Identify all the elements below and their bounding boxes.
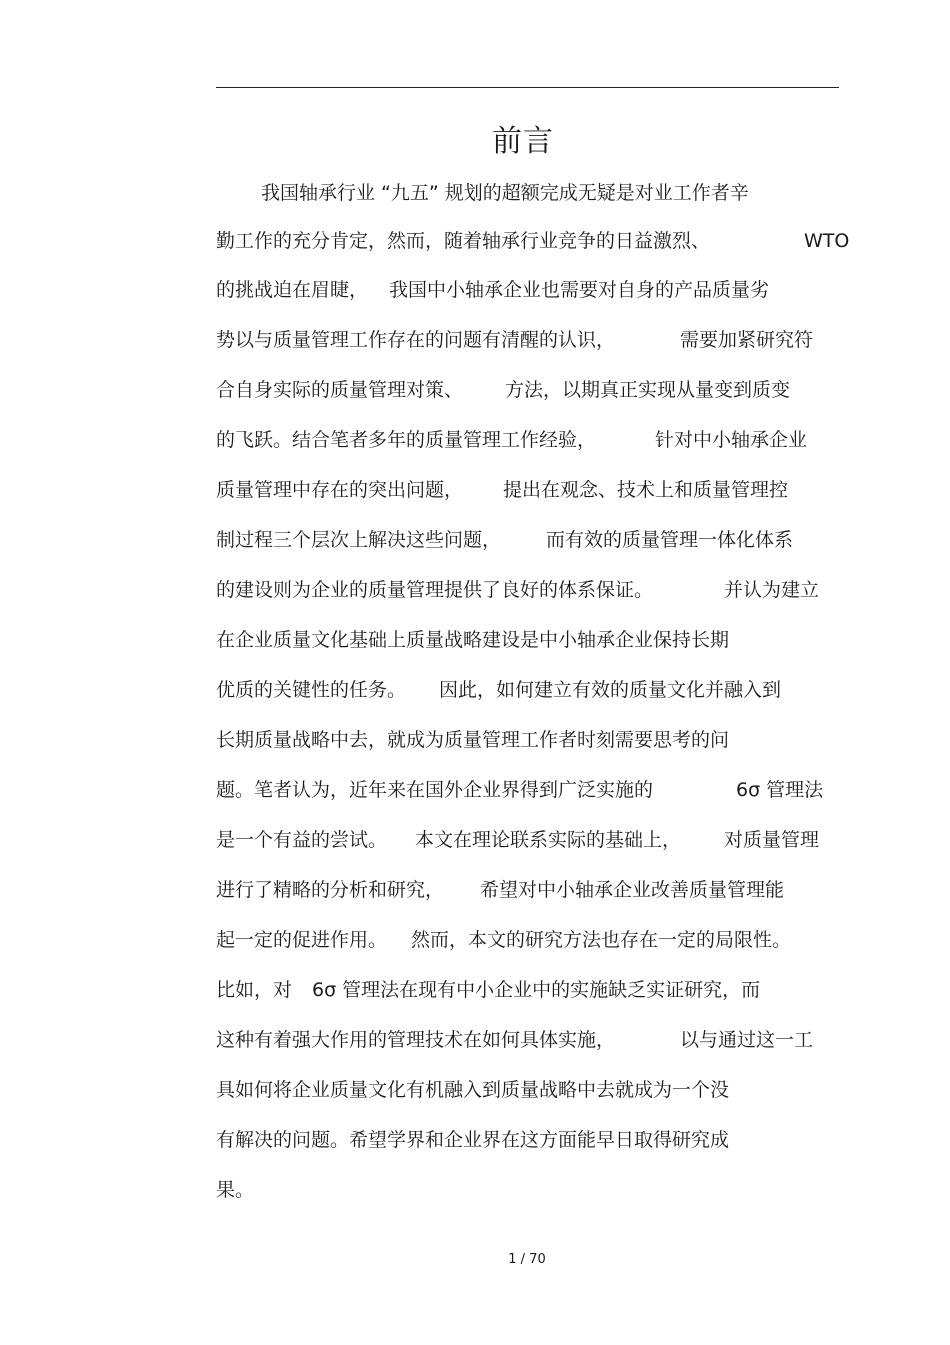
text-segment: 需要加紧研究符 — [680, 329, 814, 351]
page-indicator: 1 / 70 — [508, 1252, 546, 1267]
text-segment: 我国中小轴承企业也需要对自身的产品质量劣 — [389, 279, 770, 301]
text-line — [0, 273, 950, 307]
text-segment: 合自身实际的质量管理对策、 — [216, 379, 464, 401]
text-segment: WTO — [804, 230, 850, 252]
text-segment: 对质量管理 — [724, 829, 820, 851]
text-segment: 希望对中小轴承企业改善质量管理能 — [480, 879, 785, 901]
text-line — [0, 523, 950, 557]
text-segment: 在企业质量文化基础上质量战略建设是中小轴承企业保持长期 — [216, 629, 730, 651]
text-line — [0, 973, 950, 1007]
text-segment: 长期质量战略中去，就成为质量管理工作者时刻需要思考的问 — [216, 729, 730, 751]
text-line — [0, 923, 950, 957]
text-line — [0, 1123, 950, 1157]
text-segment: 而有效的质量管理一体化体系 — [546, 529, 794, 551]
text-segment: 6σ 管理法 — [736, 779, 824, 801]
text-line — [0, 1173, 950, 1207]
text-segment: 本文在理论联系实际的基础上， — [415, 829, 682, 851]
text-segment: 比如，对 — [216, 979, 293, 1001]
text-line — [0, 573, 950, 607]
text-line — [0, 623, 950, 657]
text-line — [0, 323, 950, 357]
text-segment: 6σ 管理法在现有中小企业中的实施缺乏实证研究，而 — [312, 979, 761, 1001]
text-segment: 以与通过这一工 — [680, 1029, 814, 1051]
text-segment: 优质的关键性的任务。 — [216, 679, 407, 701]
text-line — [0, 1073, 950, 1107]
text-segment: 果。 — [216, 1179, 255, 1201]
text-segment: 我国轴承行业 “九五” 规划的超额完成无疑是对业工作者辛 — [261, 182, 749, 204]
text-segment: 然而，本文的研究方法也存在一定的局限性。 — [411, 929, 792, 951]
text-line — [0, 773, 950, 807]
text-segment: 是一个有益的尝试。 — [216, 829, 388, 851]
text-segment: 具如何将企业质量文化有机融入到质量战略中去就成为一个没 — [216, 1079, 730, 1101]
text-segment: 并认为建立 — [724, 579, 820, 601]
text-line — [0, 1023, 950, 1057]
text-segment: 起一定的促进作用。 — [216, 929, 388, 951]
text-line — [0, 873, 950, 907]
text-segment: 题。笔者认为，近年来在国外企业界得到广泛实施的 — [216, 779, 654, 801]
text-segment: 的建设则为企业的质量管理提供了良好的体系保证。 — [216, 579, 654, 601]
text-segment: 勤工作的充分肯定，然而，随着轴承行业竞争的日益激烈、 — [216, 230, 711, 252]
text-line — [0, 673, 950, 707]
text-line — [0, 423, 950, 457]
text-segment: 提出在观念、技术上和质量管理控 — [503, 479, 789, 501]
text-line — [0, 473, 950, 507]
text-segment: 势以与质量管理工作存在的问题有清醒的认识， — [216, 329, 616, 351]
text-line — [0, 823, 950, 857]
text-segment: 的挑战迫在眉睫， — [216, 279, 369, 301]
text-segment: 方法，以期真正实现从量变到质变 — [505, 379, 791, 401]
text-line — [0, 723, 950, 757]
text-segment: 进行了精略的分析和研究， — [216, 879, 445, 901]
text-segment: 的飞跃。结合笔者多年的质量管理工作经验， — [216, 429, 597, 451]
text-segment: 针对中小轴承企业 — [655, 429, 808, 451]
text-line — [0, 224, 950, 258]
page-title: 前言 — [492, 124, 554, 159]
text-segment: 质量管理中存在的突出问题， — [216, 479, 464, 501]
text-segment: 有解决的问题。希望学界和企业界在这方面能早日取得研究成 — [216, 1129, 730, 1151]
text-segment: 因此，如何建立有效的质量文化并融入到 — [439, 679, 782, 701]
text-line — [0, 373, 950, 407]
text-line — [0, 176, 950, 210]
text-segment: 制过程三个层次上解决这些问题， — [216, 529, 502, 551]
text-segment: 这种有着强大作用的管理技术在如何具体实施， — [216, 1029, 616, 1051]
